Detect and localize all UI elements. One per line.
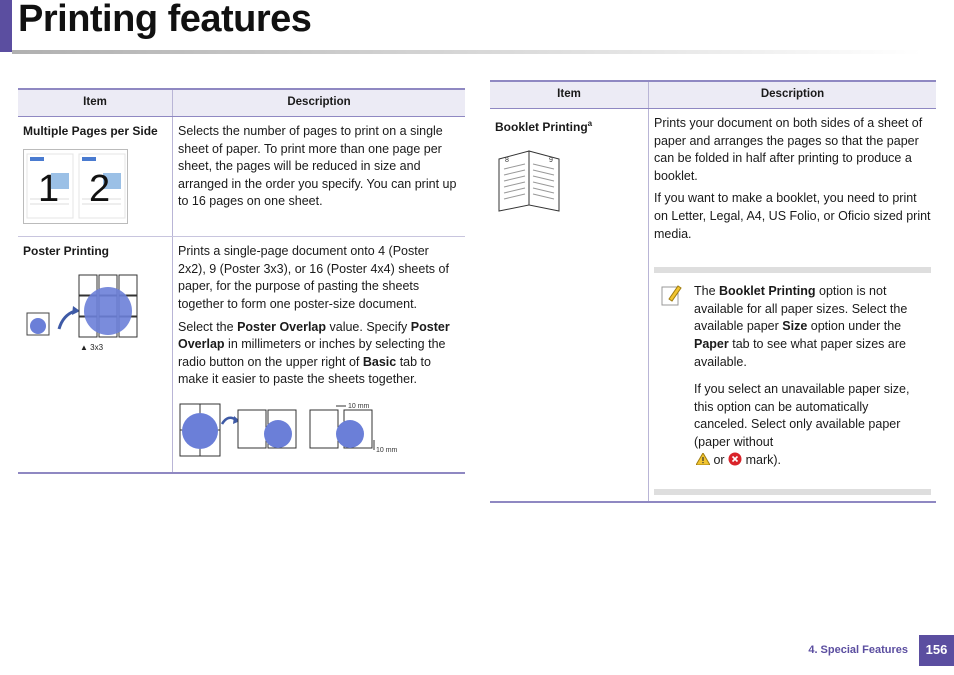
multiple-pages-illustration (23, 149, 129, 225)
title-divider (12, 50, 922, 54)
poster-overlap-description: Select the Poster Overlap value. Specify Poster Overlap in millimeters or inches by selecting the radio button on the upper right of Basic tab to make it easier to paste the sheets together. (178, 319, 450, 387)
warning-icon (696, 453, 710, 465)
booklet-description: Prints your document on both sides of a sheet of paper and arranges the pages so that the paper can be folded in half after printing to produce a booklet. (654, 116, 923, 183)
column-header-description: Description (173, 89, 466, 117)
item-name-multiple-pages: Multiple Pages per Side (23, 124, 158, 138)
column-header-item: Item (18, 89, 173, 117)
multiple-pages-description: Selects the number of pages to print on a single sheet of paper. To print more than one page per sheet, the pages will be reduced in size and arranged in the order you specify. You can print up to 16 pages on one sheet. (178, 124, 457, 209)
overlap-label-side: 10 mm (376, 446, 398, 454)
poster-grid-label: ▲ 3x3 (80, 342, 104, 352)
note-paragraph-1: The Booklet Printing option is not available for all paper sizes. Select the available paper Size option under the Paper tab to see what paper sizes are available. (694, 284, 908, 369)
poster-illustration (23, 271, 143, 355)
poster-description: Prints a single-page document onto 4 (Poster 2x2), 9 (Poster 3x3), or 16 (Poster 4x4) sheets of paper, for the purpose of pasting the sheets together to form one poster-size document. (178, 244, 449, 311)
booklet-illustration (495, 147, 565, 213)
right-feature-table (490, 80, 936, 503)
table-row (18, 237, 465, 473)
footer-section-label: 4. Special Features (808, 644, 908, 656)
error-x-icon (728, 452, 742, 466)
table-row (18, 117, 465, 237)
item-name-booklet: Booklet Printing$^a$ (495, 119, 593, 134)
page-number: 156 (919, 635, 954, 666)
note-icon (660, 283, 694, 479)
booklet-page-right: 9 (549, 156, 553, 164)
item-name-poster: Poster Printing (23, 244, 110, 259)
note-paragraph-2: If you select an unavailable paper size, this option can be automatically canceled. Select only available paper (paper without or mark). (694, 382, 910, 467)
table-row (490, 109, 936, 503)
poster-overlap-illustration (178, 400, 403, 460)
column-header-description: Description (649, 81, 937, 109)
overlap-label-top: 10 mm (348, 402, 370, 410)
title-accent-bar (0, 0, 12, 52)
column-header-item: Item (490, 81, 649, 109)
thumb-number-2: 2 (89, 167, 111, 210)
page-title: Printing features (18, 0, 312, 40)
booklet-page-left: 8 (505, 156, 509, 164)
booklet-paper-description: If you want to make a booklet, you need to print on Letter, Legal, A4, US Folio, or Oficio sized print media. (654, 191, 931, 241)
thumb-number-1: 1 (38, 167, 60, 210)
booklet-note (654, 267, 931, 495)
left-feature-table (18, 88, 465, 474)
